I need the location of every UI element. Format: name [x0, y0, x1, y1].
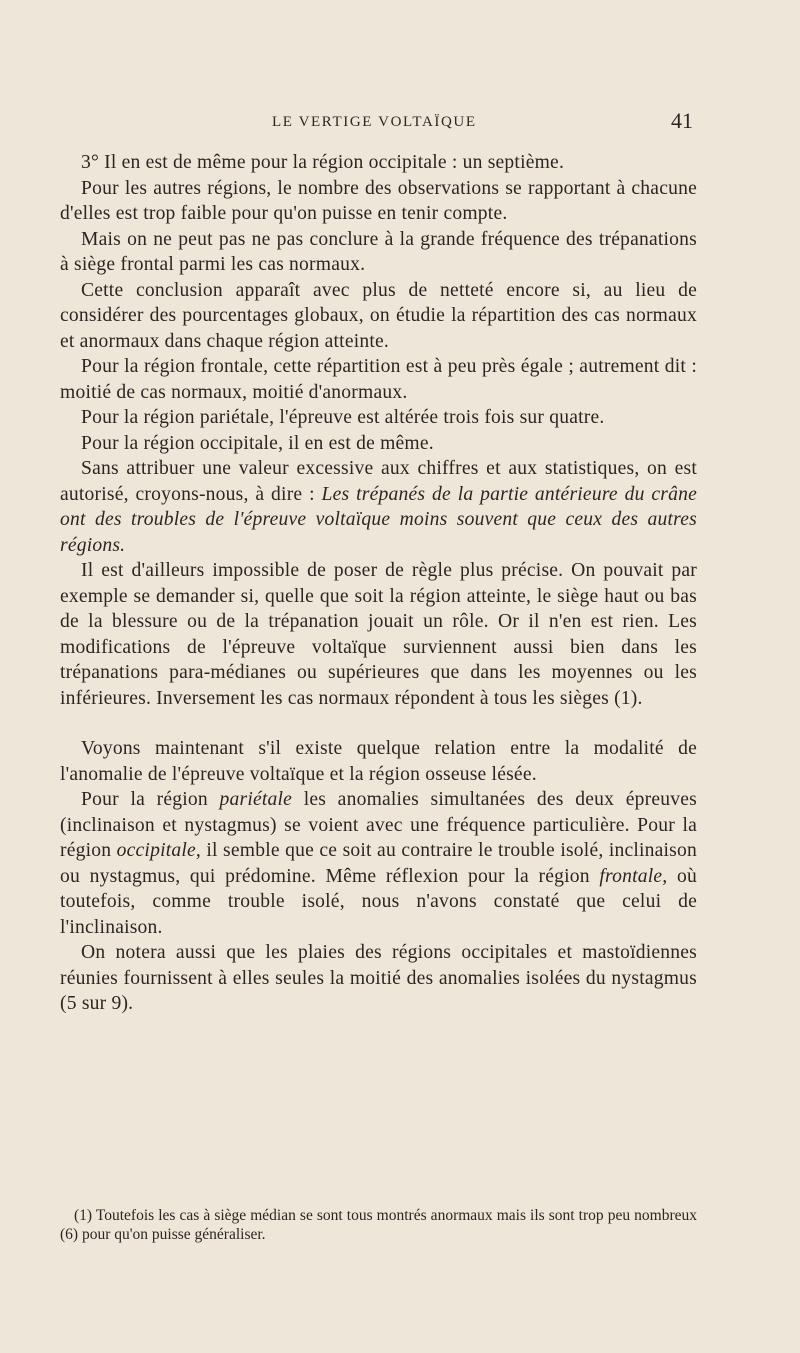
paragraph-with-emphasis: [60, 787, 697, 940]
paragraph: Voyons maintenant s'il existe quelque relation entre la modalité de l'anomalie de l'épreuve voltaïque et la région osseuse lésée.: [60, 738, 697, 785]
paragraph-text: il semble que ce soit au contraire le trouble isolé, inclinaison ou nystagmus, qui prédomine. Même réflexion pour la région: [60, 840, 697, 887]
paragraph-text: les anomalies simultanées des deux épreuves (inclinaison et nystagmus) se voient avec une fréquence particulière. Pour la région: [60, 789, 697, 861]
paragraph: Pour la région pariétale, l'épreuve est altérée trois fois sur quatre.: [81, 407, 605, 428]
paragraph: Il est d'ailleurs impossible de poser de règle plus précise. On pouvait par exemple se demander si, quelle que soit la région atteinte, le siège haut ou bas de la blessure ou de la trépanation jouait un rôle. Or il n'en est rien. Les modifications de l'épreuve voltaïque surviennent aussi bien dans les trépanations para-médianes ou supérieures que dans les moyennes ou les inférieures. Inversement les cas normaux répondent à tous les sièges (1).: [60, 560, 697, 709]
emphasized-region: pariétale: [219, 789, 293, 810]
running-head-title: LE VERTIGE VOLTAÏQUE: [272, 114, 477, 130]
running-head: [0, 108, 800, 138]
paragraph: Mais on ne peut pas ne pas conclure à la grande fréquence des trépanations à siège frontal parmi les cas normaux.: [60, 228, 697, 275]
paragraph-text: Sans attribuer une valeur excessive aux chiffres et aux statistiques, on est autorisé, croyons-nous, à dire :: [60, 458, 697, 505]
paragraph: On notera aussi que les plaies des régions occipitales et mastoïdiennes réunies fournissent à elles seules la moitié des anomalies isolées du nystagmus (5 sur 9).: [60, 942, 697, 1014]
page-number: 41: [671, 108, 693, 133]
paragraph-with-emphasis: [60, 456, 697, 558]
paragraph-text: Pour la région: [81, 789, 220, 810]
paragraph-text: où toutefois, comme trouble isolé, nous n'avons constaté que celui de l'inclinaison.: [60, 865, 698, 938]
paragraph: 3° Il en est de même pour la région occipitale : un septième.: [81, 152, 565, 173]
footnote-text: (1) Toutefois les cas à siège médian se sont tous montrés anormaux mais ils sont trop peu nombreux (6) pour qu'on puisse généraliser.: [60, 1207, 697, 1243]
paragraph: Pour les autres régions, le nombre des observations se rapportant à chacune d'elles est trop faible pour qu'on puisse en tenir compte.: [60, 177, 697, 224]
body-text: [60, 150, 697, 1017]
emphasized-region: frontale,: [599, 865, 668, 887]
paragraph: Pour la région frontale, cette répartition est à peu près égale ; autrement dit : moitié de cas normaux, moitié d'anormaux.: [60, 356, 697, 403]
footnote: [60, 1206, 697, 1244]
paragraph: Cette conclusion apparaît avec plus de netteté encore si, au lieu de considérer des pourcentages globaux, on étudie la répartition des cas normaux et anormaux dans chaque région atteinte.: [60, 279, 697, 352]
emphasized-region: occipitale,: [116, 840, 201, 861]
paragraph: Pour la région occipitale, il en est de même.: [81, 432, 434, 454]
emphasized-conclusion: Les trépanés de la partie antérieure du crâne ont des troubles de l'épreuve voltaïque moins souvent que ceux des autres régions.: [60, 483, 697, 556]
